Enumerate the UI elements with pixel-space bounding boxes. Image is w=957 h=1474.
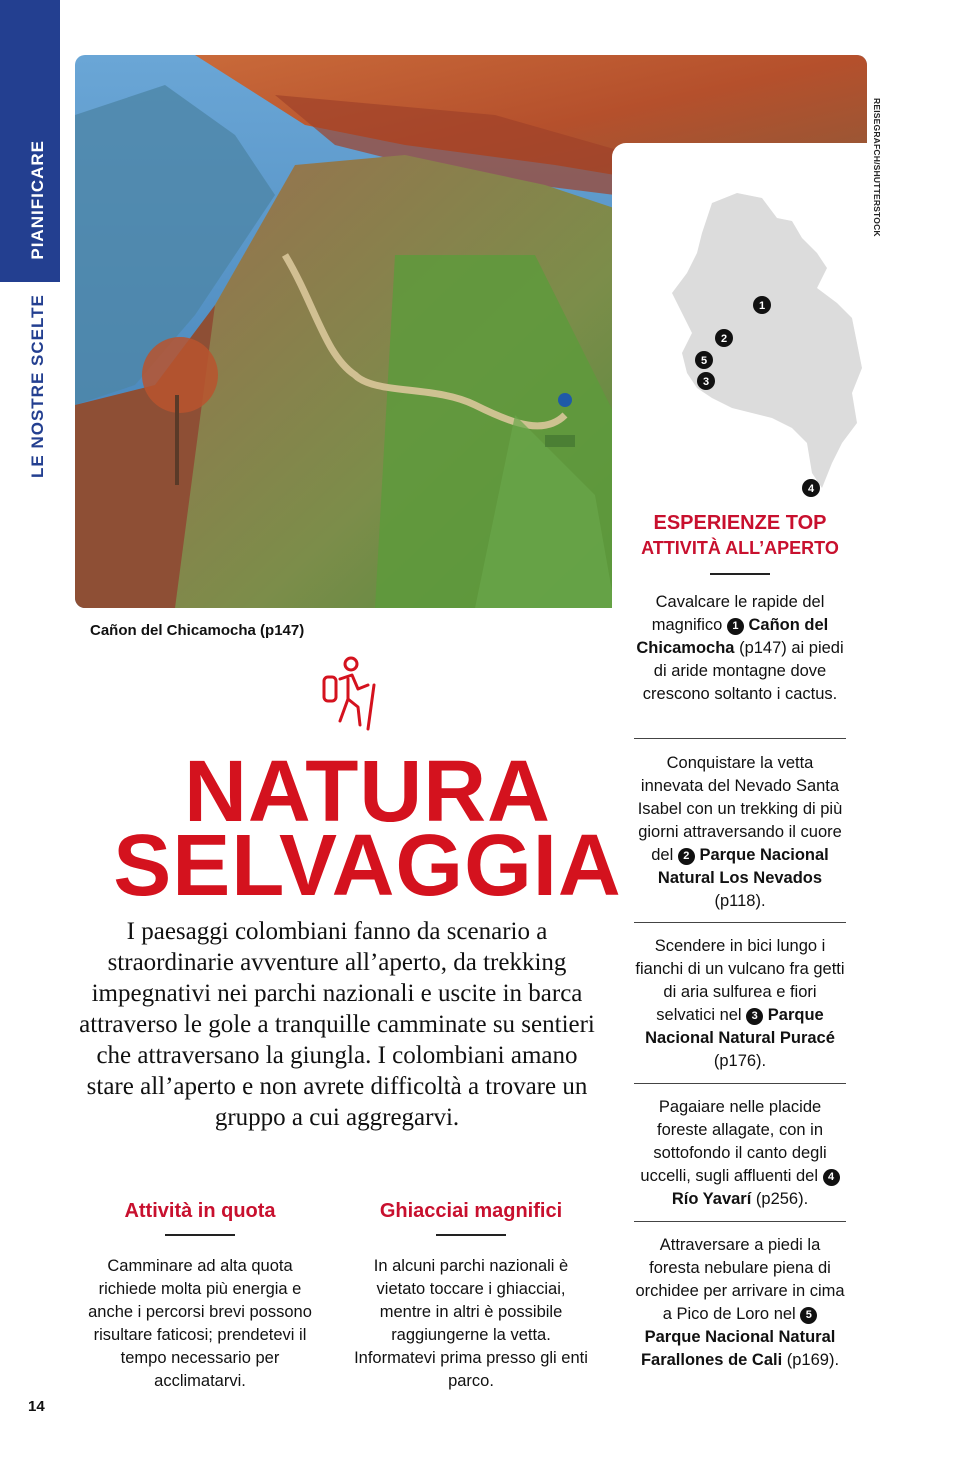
experiences-rule <box>710 573 770 575</box>
experience-divider <box>634 738 846 739</box>
number-marker: 5 <box>800 1307 817 1324</box>
experience-item: Scendere in bici lungo i fianchi di un vulcano fra getti di aria sulfurea e fiori selvatici nel 3 Parque Nacional Natural Puracé (p176). <box>635 937 845 1070</box>
hiker-icon <box>318 655 382 731</box>
svg-text:3: 3 <box>702 376 710 388</box>
number-marker: 3 <box>746 1008 763 1025</box>
section-tab-label: PIANIFICARE <box>28 140 47 260</box>
number-marker: 2 <box>678 848 695 865</box>
experience-item: Conquistare la vetta innevata del Nevado Santa Isabel con un trekking di più giorni attraversando il cuore del 2 Parque Nacional Natural Los Nevados (p118). <box>637 754 843 910</box>
column-text-altitude: Camminare ad alta quota richiede molta più energia e anche i percorsi brevi possono risultare faticosi; prendetevi il tempo necessario per acclimatarvi. <box>88 1257 312 1390</box>
svg-text:1: 1 <box>758 300 766 312</box>
intro-paragraph: I paesaggi colombiani fanno da scenario a straordinarie avventure all’aperto, da trekking impegnativi nei parchi nazionali e uscite in barca attraverso le gole a tranquille camminate su sentieri che attraversano la giungla. I colombiani amano stare all’aperto e non avrete difficoltà a trovare un gruppo a cui aggregarvi. <box>79 918 595 1131</box>
page-number: 14 <box>28 1398 45 1415</box>
experience-divider <box>634 922 846 923</box>
column-text-glaciers: In alcuni parchi nazionali è vietato toccare i ghiacciai, mentre in altri è possibile raggiungerne la vetta. Informatevi prima presso gli enti parco. <box>354 1257 588 1390</box>
headline-line-2: SELVAGGIA <box>113 817 622 914</box>
number-marker: 4 <box>823 1169 840 1186</box>
svg-text:5: 5 <box>700 355 708 367</box>
photo-credit: REISEGRAFCH/SHUTTERSTOCK <box>872 98 882 237</box>
headline-line-1: NATURA <box>184 743 551 840</box>
column-rule <box>165 1234 235 1236</box>
svg-text:4: 4 <box>807 483 815 495</box>
experiences-subtitle: ATTIVITÀ ALL’APERTO <box>641 538 839 558</box>
experience-item: Cavalcare le rapide del magnifico 1 Cañon del Chicamocha (p147) ai piedi di aride montagne dove crescono soltanto i cactus. <box>636 593 844 703</box>
experience-item: Attraversare a piedi la foresta nebulare piena di orchidee per arrivare in cima a Pico de Loro nel 5 Parque Nacional Natural Farallones de Cali (p169). <box>635 1236 845 1369</box>
colombia-map <box>612 143 867 513</box>
photo-caption: Cañon del Chicamocha (p147) <box>90 622 305 639</box>
experience-divider <box>634 1221 846 1222</box>
experience-item: Pagaiare nelle placide foreste allagate, con in sottofondo il canto degli uccelli, sugli affluenti del 4 Río Yavarí (p256). <box>634 1096 846 1211</box>
subsection-label: LE NOSTRE SCELTE <box>28 294 47 478</box>
column-heading-glaciers: Ghiacciai magnifici <box>379 1200 563 1222</box>
column-rule <box>436 1234 506 1236</box>
svg-text:2: 2 <box>720 333 728 345</box>
experiences-title: ESPERIENZE TOP <box>653 512 827 534</box>
column-heading-altitude: Attività in quota <box>124 1200 276 1222</box>
number-marker: 1 <box>727 618 744 635</box>
experience-divider <box>634 1083 846 1084</box>
